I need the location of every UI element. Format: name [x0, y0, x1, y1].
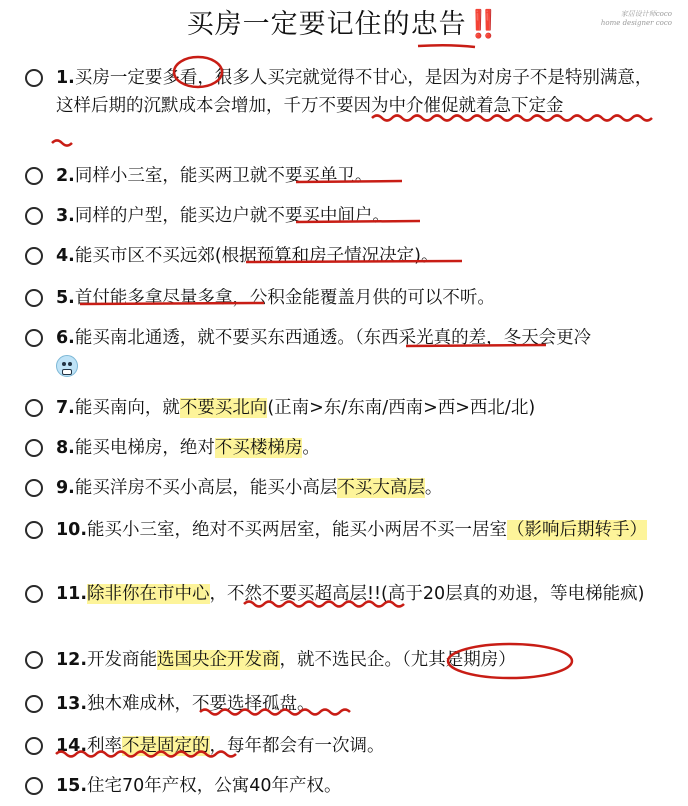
- item-number: 11.: [56, 584, 88, 604]
- radio-button[interactable]: [25, 207, 43, 225]
- item-text: [56, 394, 664, 422]
- item-text: [56, 434, 664, 462]
- list-item: [0, 580, 688, 642]
- item-text: [56, 242, 664, 270]
- radio-button[interactable]: [25, 521, 43, 539]
- highlighted-text: 选国央企开发商: [157, 650, 280, 670]
- marked-text: 不要选择孤盘: [192, 694, 298, 714]
- marked-text: 东西采光真的差: [363, 328, 487, 348]
- title-underline: [418, 45, 475, 47]
- item-number: 6.: [56, 328, 75, 348]
- text-segment: 。: [354, 166, 373, 186]
- item-number: 15.: [56, 776, 88, 796]
- highlighted-text: 不要买北向: [179, 398, 268, 418]
- text-segment: 能买南北通透，就不要买东西通透。（: [74, 328, 364, 348]
- text-segment: 。: [372, 206, 390, 226]
- highlighted-text: 不买楼梯房: [214, 438, 303, 458]
- text-segment: 。: [424, 478, 443, 498]
- highlighted-text: 不买大高层: [337, 478, 425, 498]
- list-item: [0, 772, 688, 806]
- radio-button[interactable]: [25, 479, 43, 497]
- list-item: [0, 474, 688, 508]
- radio-button[interactable]: [25, 695, 43, 713]
- text-segment: 。: [297, 694, 315, 714]
- item-number: 8.: [56, 438, 75, 458]
- list-item: [0, 732, 688, 766]
- item-number: 10.: [56, 520, 88, 540]
- marked-text: 不要买中间户: [267, 206, 373, 226]
- radio-button[interactable]: [25, 329, 43, 347]
- list-item: [0, 284, 688, 318]
- item-text: [56, 64, 664, 120]
- list-item: [0, 690, 688, 724]
- item-text: [56, 324, 664, 380]
- radio-button[interactable]: [25, 247, 43, 265]
- item-text: [56, 580, 664, 608]
- text-segment: 买房一定要: [74, 68, 163, 88]
- list-item: [0, 324, 688, 386]
- marked-text: 不要买单卫: [267, 166, 355, 186]
- text-segment: 能买洋房不买小高层，能买小高层: [74, 478, 338, 498]
- item-number: 13.: [56, 694, 88, 714]
- text-segment: 独木难成林，: [87, 694, 193, 714]
- list-item: [0, 394, 688, 428]
- highlighted-text: 除非你在市中心: [87, 584, 210, 604]
- item-number: 5.: [56, 288, 75, 308]
- item-text: [56, 516, 664, 544]
- list-item: [0, 434, 688, 468]
- item-text: [56, 772, 664, 800]
- item-number: 3.: [56, 206, 75, 226]
- watermark: [601, 10, 672, 28]
- marked-text: 千万不要因为中介催促就着急下定金: [283, 96, 564, 116]
- radio-button[interactable]: [25, 737, 43, 755]
- text-segment: (高于20层真的劝退，等电梯能疯): [381, 584, 645, 604]
- list-item: [0, 242, 688, 276]
- item-text: [56, 162, 664, 190]
- text-segment: 能买南向，就: [74, 398, 180, 418]
- marked-text: 首付能多拿尽量多拿: [74, 288, 233, 308]
- item-number: 14.: [56, 736, 88, 756]
- watermark-line2: home designer coco: [600, 19, 672, 27]
- item-number: 7.: [56, 398, 75, 418]
- item-number: 2.: [56, 166, 75, 186]
- item-text: [56, 284, 664, 312]
- radio-button[interactable]: [25, 69, 43, 87]
- marked-text: 根据预算和房子情况决定: [221, 246, 415, 266]
- text-segment: ，公积金能覆盖月供的可以不听。: [232, 288, 495, 308]
- wave-mark-1b: [52, 141, 72, 146]
- item-number: 12.: [56, 650, 88, 670]
- marked-text: 多看: [162, 68, 198, 88]
- list-item: [0, 646, 688, 680]
- watermark-line1: 家居设计师coco: [620, 10, 672, 18]
- marked-text: 不然不要买超高层!!: [227, 584, 382, 604]
- text-segment: 住宅70年产权，公寓40年产权。: [87, 776, 342, 796]
- radio-button[interactable]: [25, 399, 43, 417]
- list-item: [0, 516, 688, 578]
- text-segment: )。: [414, 246, 439, 266]
- radio-button[interactable]: [25, 439, 43, 457]
- text-segment: 能买电梯房，绝对: [74, 438, 215, 458]
- title-text: 买房一定要记住的: [186, 9, 411, 40]
- radio-button[interactable]: [25, 777, 43, 795]
- item-number: 4.: [56, 246, 75, 266]
- radio-button[interactable]: [25, 651, 43, 669]
- item-text: [56, 732, 664, 760]
- item-text: [56, 690, 664, 718]
- text-segment: ，每年都会有一次调。: [209, 736, 385, 756]
- radio-button[interactable]: [25, 585, 43, 603]
- list-item: [0, 202, 688, 236]
- item-number: 9.: [56, 478, 75, 498]
- item-text: [56, 202, 664, 230]
- radio-button[interactable]: [25, 167, 43, 185]
- text-segment: ，冬天会更冷: [486, 328, 592, 348]
- highlighted-text: （影响后期转手）: [507, 520, 648, 540]
- text-segment: 能买市区不买远郊(: [74, 246, 222, 266]
- item-text: [56, 646, 664, 674]
- text-segment: 同样小三室，能买两卫就: [74, 166, 268, 186]
- list-item: [0, 162, 688, 196]
- marked-text: 利率: [87, 736, 123, 756]
- text-segment: ，就不选民企。: [279, 650, 403, 670]
- radio-button[interactable]: [25, 289, 43, 307]
- page-title: [0, 6, 688, 44]
- title-emphasis: 忠告: [410, 9, 467, 40]
- highlighted-text: 不是固定的: [122, 736, 210, 756]
- text-segment: 。: [302, 438, 320, 458]
- item-number: 1.: [56, 68, 75, 88]
- text-segment: (正南>东/东南/西南>西>西北/北): [267, 398, 536, 418]
- text-segment: 能买小三室，绝对不买两居室，能买小两居不买一居室: [87, 520, 508, 540]
- text-segment: 开发商能: [87, 650, 158, 670]
- double-exclamation-icon: ‼️: [466, 9, 502, 40]
- text-segment: 同样的户型，能买边户就: [74, 206, 268, 226]
- text-segment: ，很多人买完就觉得不甘心，是因为对房子不是特别满意，这样后期的沉默成本会增加，: [56, 68, 653, 116]
- list-item: [0, 64, 688, 126]
- cold-face-emoji: [56, 355, 78, 377]
- marked-text: （尤其是期房）: [402, 650, 516, 670]
- text-segment: ，: [209, 584, 228, 604]
- item-text: [56, 474, 664, 502]
